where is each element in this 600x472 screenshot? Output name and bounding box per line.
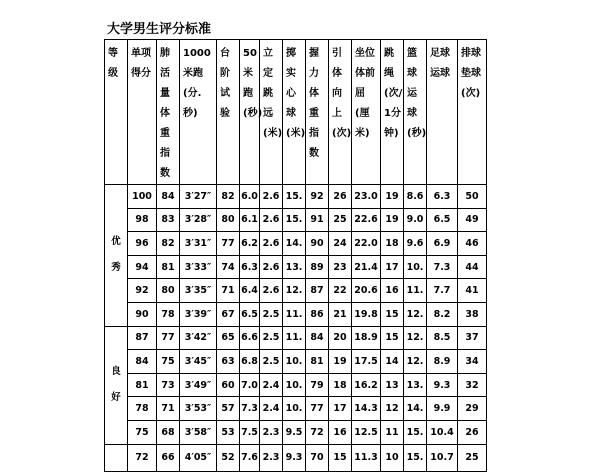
table-cell: 21.4 — [352, 255, 381, 279]
table-cell: 79 — [306, 373, 329, 397]
table-row — [105, 255, 487, 279]
table-cell: 57 — [217, 397, 240, 421]
table-cell: 3′28″ — [180, 208, 217, 232]
table-row — [105, 208, 487, 232]
table-cell: 11. — [283, 302, 306, 326]
table-cell: 10. — [283, 397, 306, 421]
table-cell: 2.6 — [260, 208, 283, 232]
table-row — [105, 350, 487, 374]
table-cell: 9.5 — [283, 420, 306, 444]
table-cell: 67 — [217, 302, 240, 326]
column-header — [329, 40, 352, 185]
column-header-label: 50米跑(秒) — [243, 48, 263, 119]
table-cell: 8.2 — [427, 302, 458, 326]
table-cell: 70 — [306, 444, 329, 471]
table-cell: 77 — [157, 326, 180, 350]
table-cell: 20 — [329, 326, 352, 350]
table-cell: 14 — [381, 350, 404, 374]
column-header — [458, 40, 487, 185]
table-row — [105, 326, 487, 350]
table-cell: 25 — [458, 444, 487, 471]
level-cell — [105, 326, 128, 444]
table-cell: 3′58″ — [180, 420, 217, 444]
table-cell: 16.2 — [352, 373, 381, 397]
table-cell: 19 — [329, 350, 352, 374]
table-cell: 72 — [128, 444, 157, 471]
column-header-label: 跳绳(次/1分钟) — [384, 48, 403, 139]
column-header-label: 篮球运球(秒) — [407, 48, 427, 139]
table-cell: 8.5 — [427, 326, 458, 350]
column-header-label: 1000米跑(分.秒) — [183, 48, 211, 119]
table-cell: 29 — [458, 397, 487, 421]
column-header-label: 台阶试验 — [220, 48, 230, 119]
table-cell: 12. — [404, 302, 427, 326]
table-cell: 22 — [329, 279, 352, 303]
column-header — [381, 40, 404, 185]
column-header — [260, 40, 283, 185]
column-header-label: 排球垫球(次) — [461, 48, 481, 99]
table-row — [105, 232, 487, 256]
column-header — [105, 40, 128, 185]
table-cell: 17.5 — [352, 350, 381, 374]
table-cell: 10.7 — [427, 444, 458, 471]
table-cell: 8.6 — [404, 185, 427, 209]
table-cell: 3′53″ — [180, 397, 217, 421]
level-label: 优秀 — [111, 236, 121, 274]
table-cell: 21 — [329, 302, 352, 326]
table-row — [105, 397, 487, 421]
table-cell: 3′42″ — [180, 326, 217, 350]
table-cell: 34 — [458, 350, 487, 374]
table-row — [105, 373, 487, 397]
column-header-label: 足球运球 — [430, 48, 450, 79]
table-cell: 6.5 — [240, 302, 260, 326]
column-header-label: 单项得分 — [131, 48, 151, 79]
table-cell: 78 — [128, 397, 157, 421]
column-header-label: 等级 — [108, 48, 118, 79]
table-cell: 71 — [157, 397, 180, 421]
table-row — [105, 420, 487, 444]
table-cell: 6.8 — [240, 350, 260, 374]
table-cell: 6.4 — [240, 279, 260, 303]
table-cell: 10. — [283, 350, 306, 374]
table-cell: 11 — [381, 420, 404, 444]
table-cell: 7.0 — [240, 373, 260, 397]
table-cell: 82 — [157, 232, 180, 256]
table-cell: 83 — [157, 208, 180, 232]
table-cell: 46 — [458, 232, 487, 256]
table-cell: 12. — [404, 350, 427, 374]
table-cell: 13. — [283, 255, 306, 279]
column-header — [352, 40, 381, 185]
column-header — [404, 40, 427, 185]
table-cell: 3′31″ — [180, 232, 217, 256]
table-cell: 3′45″ — [180, 350, 217, 374]
level-label: 良好 — [111, 366, 121, 404]
column-header-label: 坐位体前屈(厘米) — [355, 48, 375, 139]
table-cell: 15 — [381, 326, 404, 350]
table-cell: 7.5 — [240, 420, 260, 444]
table-cell: 7.3 — [427, 255, 458, 279]
table-cell: 6.1 — [240, 208, 260, 232]
table-cell: 73 — [157, 373, 180, 397]
table-cell: 15 — [381, 302, 404, 326]
table-cell: 14. — [283, 232, 306, 256]
table-cell: 15. — [283, 208, 306, 232]
table-cell: 2.6 — [260, 279, 283, 303]
table-cell: 6.3 — [427, 185, 458, 209]
table-cell: 10. — [404, 255, 427, 279]
table-cell: 60 — [217, 373, 240, 397]
table-cell: 2.6 — [260, 255, 283, 279]
scoring-standards-table — [104, 39, 487, 472]
column-header-label: 引体向上(次) — [332, 48, 352, 139]
table-cell: 26 — [329, 185, 352, 209]
table-cell: 66 — [157, 444, 180, 471]
table-cell: 41 — [458, 279, 487, 303]
table-cell: 23.0 — [352, 185, 381, 209]
column-header — [128, 40, 157, 185]
table-row — [105, 302, 487, 326]
table-cell: 7.7 — [427, 279, 458, 303]
table-cell: 9.3 — [427, 373, 458, 397]
table-row — [105, 185, 487, 209]
table-cell: 16 — [381, 279, 404, 303]
table-cell: 32 — [458, 373, 487, 397]
table-cell: 49 — [458, 208, 487, 232]
column-header — [427, 40, 458, 185]
table-cell: 72 — [306, 420, 329, 444]
table-cell: 2.4 — [260, 373, 283, 397]
table-cell: 23 — [329, 255, 352, 279]
table-cell: 15. — [404, 444, 427, 471]
table-cell: 94 — [128, 255, 157, 279]
level-cell — [105, 444, 128, 471]
column-header-label: 立定跳远(米) — [263, 48, 283, 139]
table-cell: 9.3 — [283, 444, 306, 471]
column-header-label: 掷实心球(米) — [286, 48, 306, 139]
table-cell: 15 — [329, 444, 352, 471]
table-cell: 14. — [404, 397, 427, 421]
table-cell: 6.6 — [240, 326, 260, 350]
table-cell: 38 — [458, 302, 487, 326]
table-cell: 75 — [128, 420, 157, 444]
table-cell: 14.3 — [352, 397, 381, 421]
table-cell: 52 — [217, 444, 240, 471]
table-cell: 2.3 — [260, 444, 283, 471]
table-cell: 12 — [381, 397, 404, 421]
table-cell: 77 — [217, 232, 240, 256]
table-cell: 98 — [128, 208, 157, 232]
column-header-label: 握力体重指数 — [309, 48, 319, 159]
table-cell: 16 — [329, 420, 352, 444]
table-cell: 37 — [458, 326, 487, 350]
table-cell: 11.3 — [352, 444, 381, 471]
table-cell: 2.5 — [260, 326, 283, 350]
table-cell: 78 — [157, 302, 180, 326]
table-cell: 84 — [128, 350, 157, 374]
column-header-label: 肺活量体重指数 — [160, 48, 170, 179]
table-cell: 2.6 — [260, 185, 283, 209]
level-cell — [105, 185, 128, 327]
table-cell: 12.5 — [352, 420, 381, 444]
table-cell: 19 — [381, 185, 404, 209]
table-cell: 6.0 — [240, 185, 260, 209]
table-cell: 12. — [283, 279, 306, 303]
table-cell: 82 — [217, 185, 240, 209]
table-cell: 6.5 — [427, 208, 458, 232]
table-cell: 2.3 — [260, 420, 283, 444]
table-cell: 9.6 — [404, 232, 427, 256]
table-cell: 3′35″ — [180, 279, 217, 303]
table-cell: 18 — [329, 373, 352, 397]
table-cell: 63 — [217, 350, 240, 374]
table-cell: 84 — [306, 326, 329, 350]
table-cell: 74 — [217, 255, 240, 279]
table-cell: 90 — [128, 302, 157, 326]
table-cell: 3′33″ — [180, 255, 217, 279]
table-cell: 87 — [128, 326, 157, 350]
column-header — [240, 40, 263, 185]
table-cell: 22.0 — [352, 232, 381, 256]
table-cell: 6.3 — [240, 255, 260, 279]
table-cell: 25 — [329, 208, 352, 232]
table-cell: 7.3 — [240, 397, 260, 421]
table-cell: 24 — [329, 232, 352, 256]
table-cell: 11. — [404, 279, 427, 303]
table-cell: 3′27″ — [180, 185, 217, 209]
table-cell: 18 — [381, 232, 404, 256]
table-cell: 92 — [306, 185, 329, 209]
column-header — [157, 40, 180, 185]
table-cell: 71 — [217, 279, 240, 303]
table-cell: 92 — [128, 279, 157, 303]
table-cell: 13 — [381, 373, 404, 397]
table-cell: 2.5 — [260, 302, 283, 326]
table-cell: 18.9 — [352, 326, 381, 350]
table-cell: 9.9 — [427, 397, 458, 421]
document-title: 大学男生评分标准 — [107, 22, 212, 37]
table-cell: 11. — [283, 326, 306, 350]
table-cell: 81 — [157, 255, 180, 279]
table-cell: 68 — [157, 420, 180, 444]
table-cell: 19 — [381, 208, 404, 232]
table-cell: 10. — [283, 373, 306, 397]
table-cell: 2.5 — [260, 350, 283, 374]
column-header — [283, 40, 306, 185]
table-cell: 86 — [306, 302, 329, 326]
table-row — [105, 444, 487, 471]
table-cell: 2.4 — [260, 397, 283, 421]
table-cell: 15. — [404, 420, 427, 444]
table-cell: 26 — [458, 420, 487, 444]
table-cell: 96 — [128, 232, 157, 256]
table-cell: 89 — [306, 255, 329, 279]
table-cell: 3′39″ — [180, 302, 217, 326]
table-cell: 90 — [306, 232, 329, 256]
table-cell: 13. — [404, 373, 427, 397]
column-header — [306, 40, 329, 185]
table-cell: 6.2 — [240, 232, 260, 256]
column-header — [180, 40, 217, 185]
table-cell: 7.6 — [240, 444, 260, 471]
table-cell: 17 — [329, 397, 352, 421]
table-cell: 44 — [458, 255, 487, 279]
table-cell: 91 — [306, 208, 329, 232]
table-cell: 81 — [306, 350, 329, 374]
table-cell: 20.6 — [352, 279, 381, 303]
table-cell: 15. — [283, 185, 306, 209]
column-header — [217, 40, 240, 185]
table-cell: 19.8 — [352, 302, 381, 326]
table-cell: 84 — [157, 185, 180, 209]
table-cell: 4′05″ — [180, 444, 217, 471]
table-cell: 22.6 — [352, 208, 381, 232]
table-cell: 2.6 — [260, 232, 283, 256]
table-cell: 12. — [404, 326, 427, 350]
table-row — [105, 279, 487, 303]
table-cell: 3′49″ — [180, 373, 217, 397]
table-cell: 6.9 — [427, 232, 458, 256]
table-cell: 100 — [128, 185, 157, 209]
header-row — [105, 40, 487, 185]
table-cell: 80 — [157, 279, 180, 303]
table-cell: 65 — [217, 326, 240, 350]
table-cell: 87 — [306, 279, 329, 303]
table-cell: 50 — [458, 185, 487, 209]
table-cell: 9.0 — [404, 208, 427, 232]
table-cell: 81 — [128, 373, 157, 397]
table-cell: 8.9 — [427, 350, 458, 374]
table-cell: 77 — [306, 397, 329, 421]
table-cell: 10 — [381, 444, 404, 471]
table-cell: 17 — [381, 255, 404, 279]
table-cell: 80 — [217, 208, 240, 232]
table-cell: 75 — [157, 350, 180, 374]
table-cell: 10.4 — [427, 420, 458, 444]
table-cell: 53 — [217, 420, 240, 444]
